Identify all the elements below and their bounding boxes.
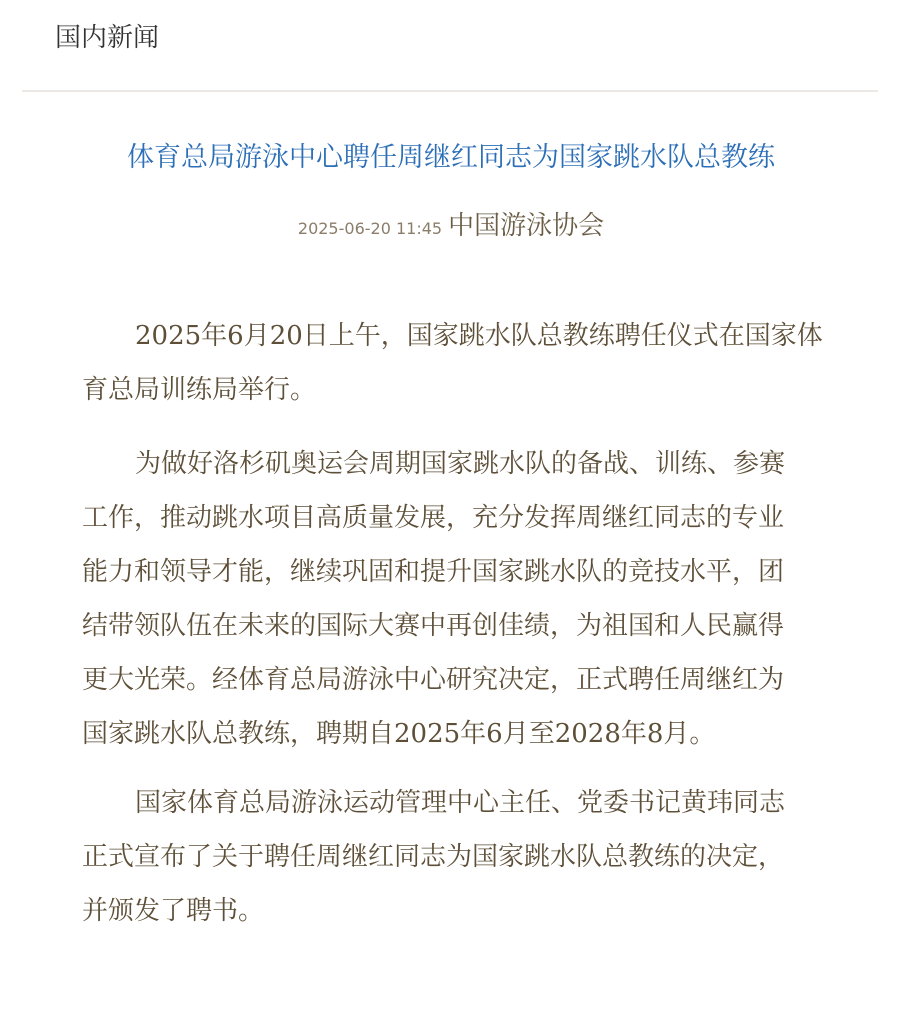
section-label[interactable]: 国内新闻 <box>55 23 160 53</box>
publish-date: 2025-06-20 11:45 <box>297 219 443 238</box>
paragraph-line: 国家跳水队总教练，聘期自2025年6月至2028年8月。 <box>82 719 716 749</box>
paragraph-line: 工作，推动跳水项目高质量发展，充分发挥周继红同志的专业 <box>82 503 785 533</box>
divider <box>22 90 878 92</box>
paragraph-line: 为做好洛杉矶奥运会周期国家跳水队的备战、训练、参赛 <box>135 449 786 479</box>
paragraph-line: 2025年6月20日上午，国家跳水队总教练聘任仪式在国家体 <box>135 321 823 351</box>
paragraph-line: 能力和领导才能，继续巩固和提升国家跳水队的竞技水平，团 <box>82 557 785 587</box>
paragraph-line: 国家体育总局游泳运动管理中心主任、党委书记黄玮同志 <box>135 788 786 818</box>
paragraph-line: 并颁发了聘书。 <box>82 896 265 926</box>
paragraph-line: 结带领队伍在未来的国际大赛中再创佳绩，为祖国和人民赢得 <box>82 611 785 641</box>
paragraph-line: 正式宣布了关于聘任周继红同志为国家跳水队总教练的决定， <box>82 842 785 872</box>
paragraph-2 <box>82 437 842 761</box>
article-meta <box>0 206 902 249</box>
paragraph-3 <box>82 776 842 938</box>
article-source: 中国游泳协会 <box>448 211 605 241</box>
paragraph-1 <box>82 309 842 417</box>
paragraph-line: 更大光荣。经体育总局游泳中心研究决定，正式聘任周继红为 <box>82 665 785 695</box>
article-title: 体育总局游泳中心聘任周继红同志为国家跳水队总教练 <box>127 142 775 173</box>
paragraph-line: 育总局训练局举行。 <box>82 375 317 405</box>
